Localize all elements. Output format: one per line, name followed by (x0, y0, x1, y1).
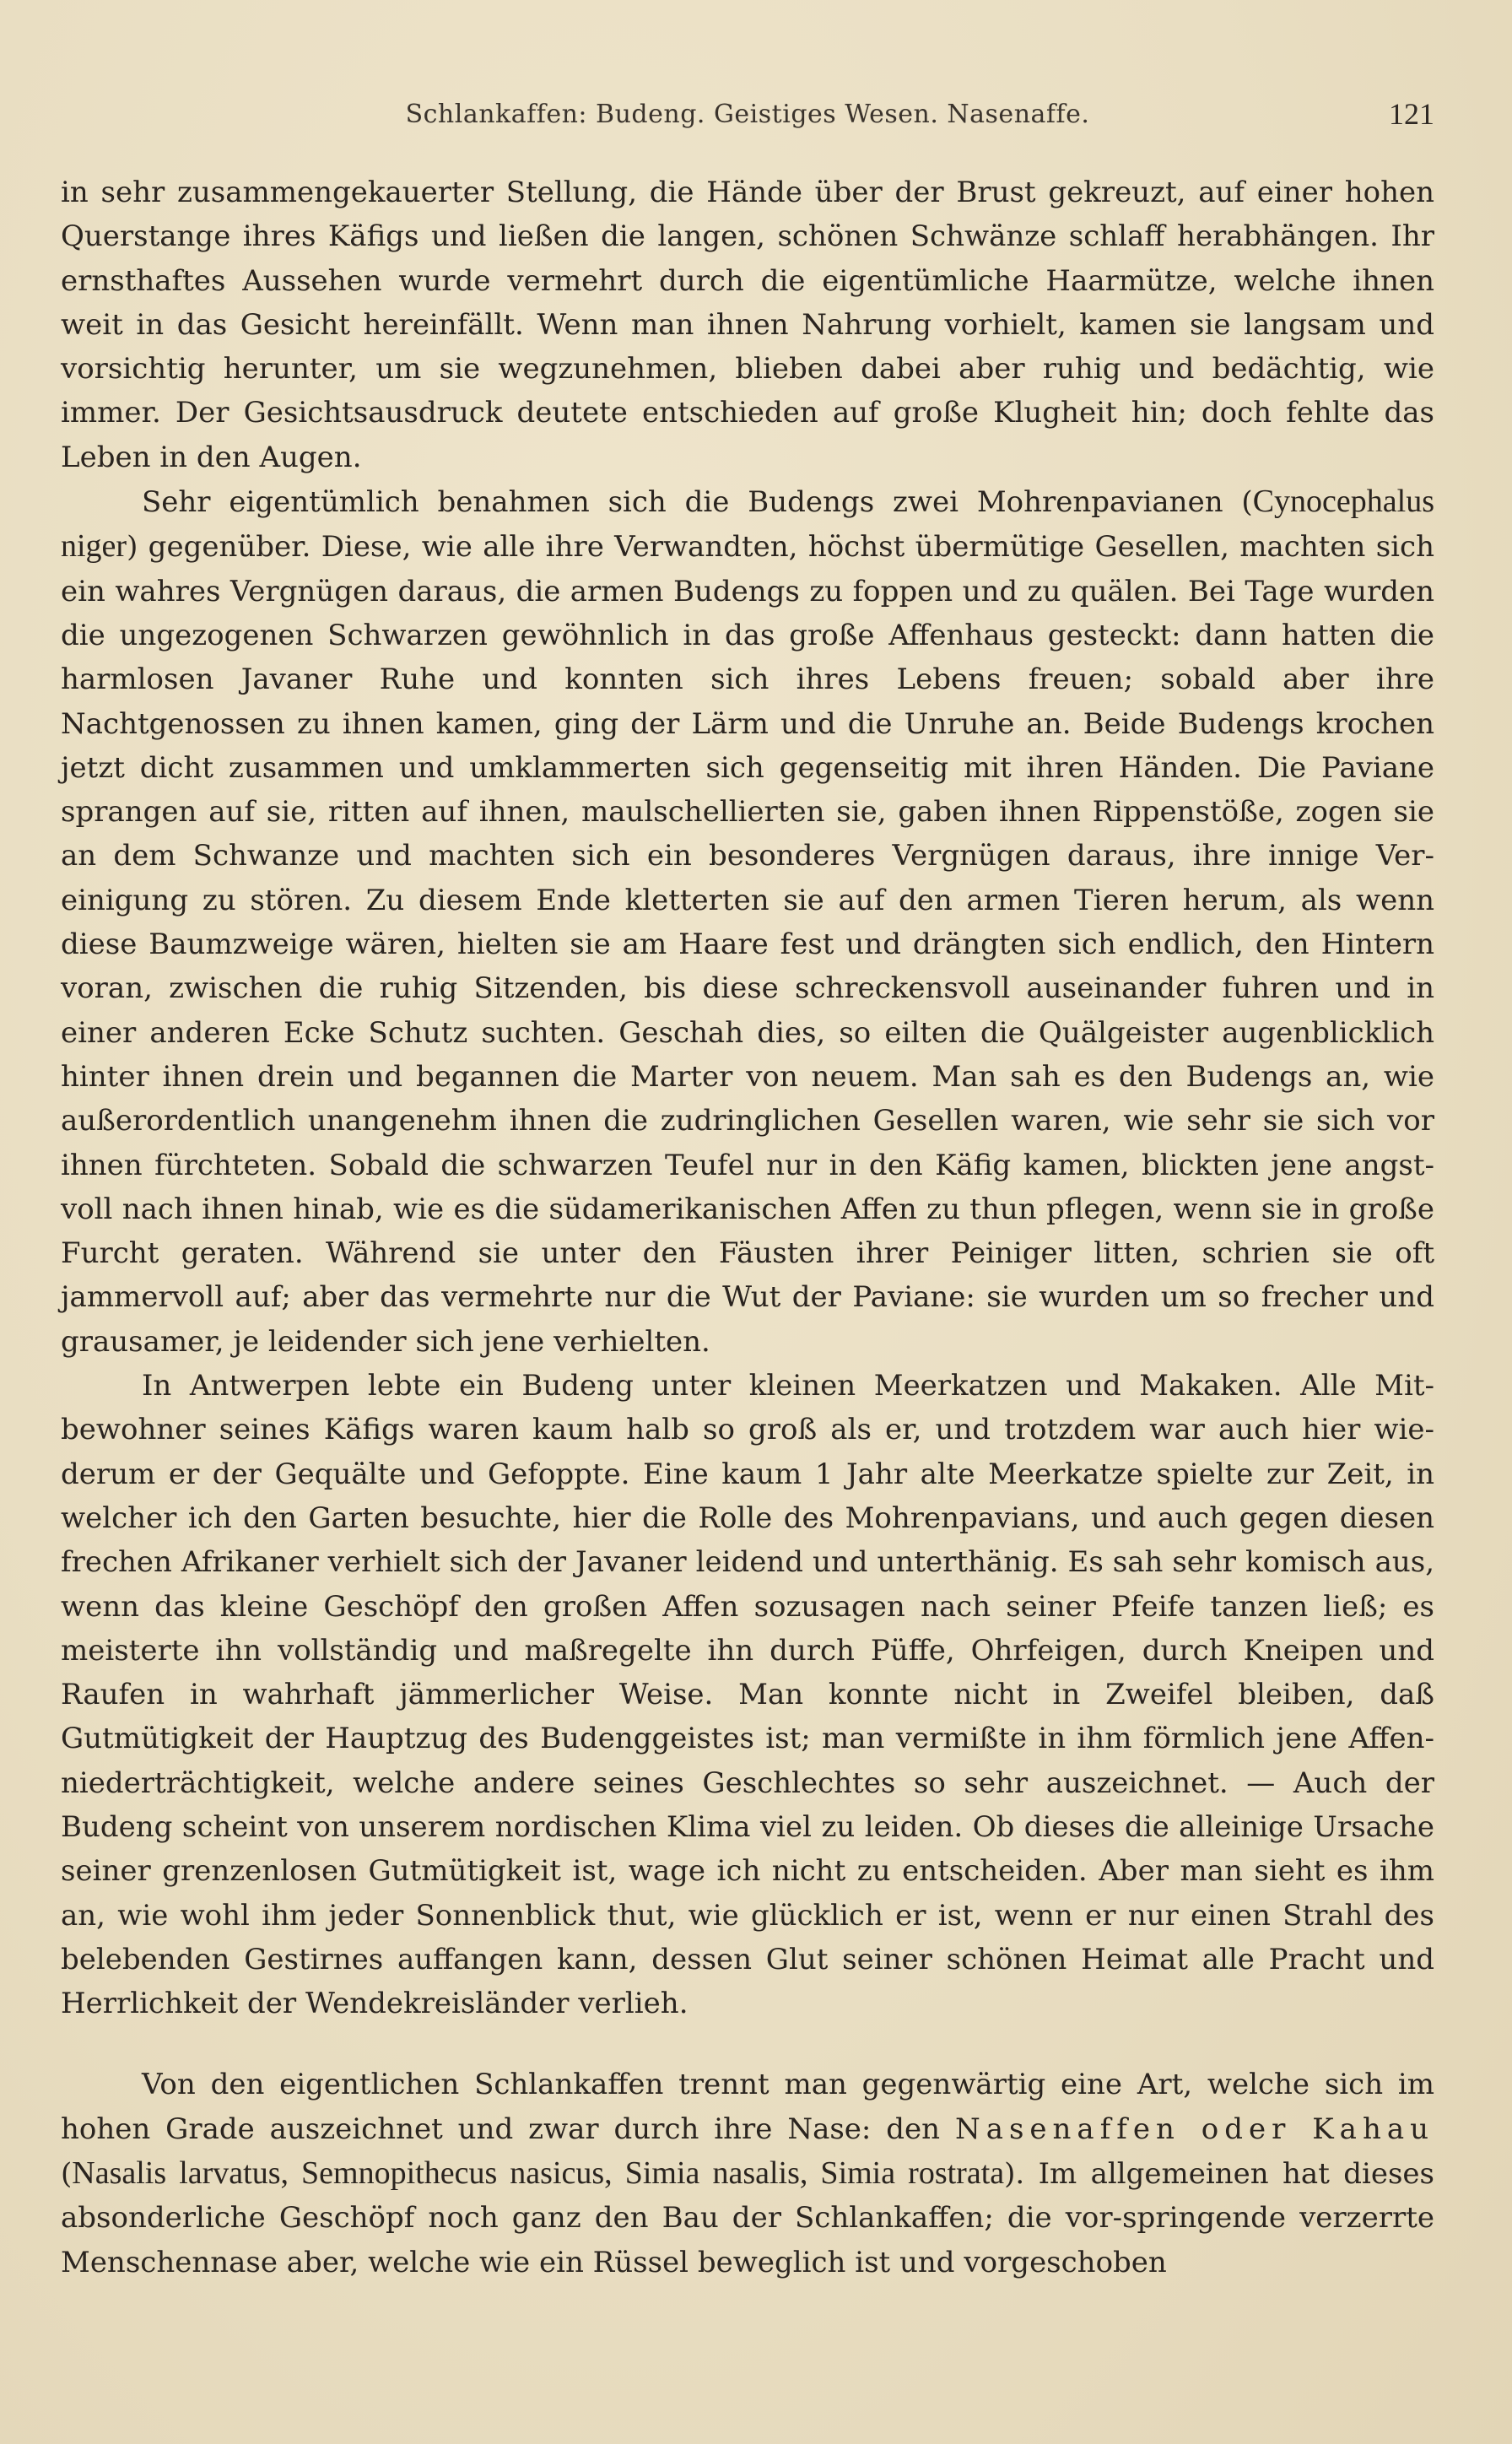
paragraph-4 (61, 2063, 1434, 2284)
latin-species-name: Cynocephalus niger (61, 484, 1434, 565)
paragraph-2 (61, 479, 1434, 1364)
page-number: 121 (1389, 97, 1434, 131)
running-head (61, 93, 1434, 147)
latin-synonyms: Nasalis larvatus, Semnopithecus nasicus, Simia nasalis, Simia rostrata (72, 2155, 1005, 2192)
paragraph-3: In Antwerpen lebte ein Budeng unter kleinen Meerkatzen und Makaken. Alle Mit-bewohner seines Käfigs waren kaum halb so groß als er, und trotzdem war auch hier wie-derum er der Gequälte und Gefoppte. Eine kaum 1 Jahr alte Meerkatze spielte zur Zeit, in welcher ich den Garten besuchte, hier die Rolle des Mohrenpavians, und auch gegen diesen frechen Afrikaner verhielt sich der Javaner leidend und unterthänig. Es sah sehr komisch aus, wenn das kleine Geschöpf den großen Affen sozusagen nach seiner Pfeife tanzen ließ; es meisterte ihn vollständig und maßregelte ihn durch Püffe, Ohrfeigen, durch Kneipen und Raufen in wahrhaft jämmerlicher Weise. Man konnte nicht in Zweifel bleiben, daß Gutmütigkeit der Hauptzug des Budenggeistes ist; man vermißte in ihm förmlich jene Affen-niederträchtigkeit, welche andere seines Geschlechtes so sehr auszeichnet. — Auch der Budeng scheint von unserem nordischen Klima viel zu leiden. Ob dieses die alleinige Ursache seiner grenzenlosen Gutmütigkeit ist, wage ich nicht zu entscheiden. Aber man sieht es ihm an, wie wohl ihm jeder Sonnenblick thut, wie glücklich er ist, wenn er nur einen Strahl des belebenden Gestirnes auffangen kann, dessen Glut seiner schönen Heimat alle Pracht und Herrlichkeit der Wendekreisländer verlieh. (61, 1369, 1434, 2021)
body-text (61, 170, 1434, 2284)
paragraph-4-text-before: Von den eigentlichen Schlankaffen trennt man gegenwärtig eine Art, welche sich im hohen Grade auszeichnet und zwar durch ihre Nase: den (61, 2068, 1434, 2146)
paragraph-4-text-after: ). Im allgemeinen hat dieses absonderliche Geschöpf noch ganz den Bau der Schlankaffen; die vor-springende verzerrte Menschennase aber, welche wie ein Rüssel beweglich ist und vorgeschoben (61, 2157, 1435, 2279)
paragraph-1: in sehr zusammengekauerter Stellung, die Hände über der Brust gekreuzt, auf einer hohen Querstange ihres Käfigs und ließen die langen, schönen Schwänze schlaff herabhängen. Ihr ernsthaftes Aussehen wurde vermehrt durch die eigentümliche Haarmütze, welche ihnen weit in das Gesicht hereinfällt. Wenn man ihnen Nahrung vorhielt, kamen sie langsam und vorsichtig herunter, um sie wegzunehmen, blieben dabei aber ruhig und bedächtig, wie immer. Der Gesichtsausdruck deutete entschieden auf große Klugheit hin; doch fehlte das Leben in den Augen. (61, 176, 1434, 474)
paragraph-2-text-after: ) gegenüber. Diese, wie alle ihre Verwandten, höchst übermütige Gesellen, machten sich ein wahres Vergnügen daraus, die armen Budengs zu foppen und zu quälen. Bei Tage wurden die ungezogenen Schwarzen gewöhnlich in das große Affenhaus gesteckt: dann hatten die harmlosen Javaner Ruhe und konnten sich ihres Lebens freuen; sobald aber ihre Nachtgenossen zu ihnen kamen, ging der Lärm und die Unruhe an. Beide Budengs krochen jetzt dicht zusammen und umklammerten sich gegenseitig mit ihren Händen. Die Paviane sprangen auf sie, ritten auf ihnen, maulschellierten sie, gaben ihnen Rippenstöße, zogen sie an dem Schwanze und machten sich ein besonderes Vergnügen daraus, ihre innige Ver-einigung zu stören. Zu diesem Ende kletterten sie auf den armen Tieren herum, als wenn diese Baumzweige wären, hielten sie am Haare fest und drängten sich endlich, den Hintern voran, zwischen die ruhig Sitzenden, bis diese schreckensvoll auseinander fuhren und in einer anderen Ecke Schutz suchten. Geschah dies, so eilten die Quälgeister augenblicklich hinter ihnen drein und begannen die Marter von neuem. Man sah es den Budengs an, wie außerordentlich unangenehm ihnen die zudringlichen Gesellen waren, wie sehr sie sich vor ihnen fürchteten. Sobald die schwarzen Teufel nur in den Käfig kamen, blickten jene angst-voll nach ihnen hinab, wie es die südamerikanischen Affen zu thun pflegen, wenn sie in große Furcht geraten. Während sie unter den Fäusten ihrer Peiniger litten, schrien sie oft jammervoll auf; aber das vermehrte nur die Wut der Paviane: sie wurden um so frecher und grausamer, je leidender sich jene verhielten. (61, 530, 1434, 1359)
running-title: Schlankaffen: Budeng. Geistiges Wesen. Nasenaffe. (405, 100, 1090, 129)
spaced-common-name: Nasenaffen oder Kahau (954, 2111, 1435, 2146)
open-paren: ( (61, 2157, 73, 2192)
paragraph-2-text-before: Sehr eigentümlich benahmen sich die Budengs zwei Mohrenpavianen ( (142, 485, 1253, 520)
section-gap (61, 2025, 1434, 2063)
